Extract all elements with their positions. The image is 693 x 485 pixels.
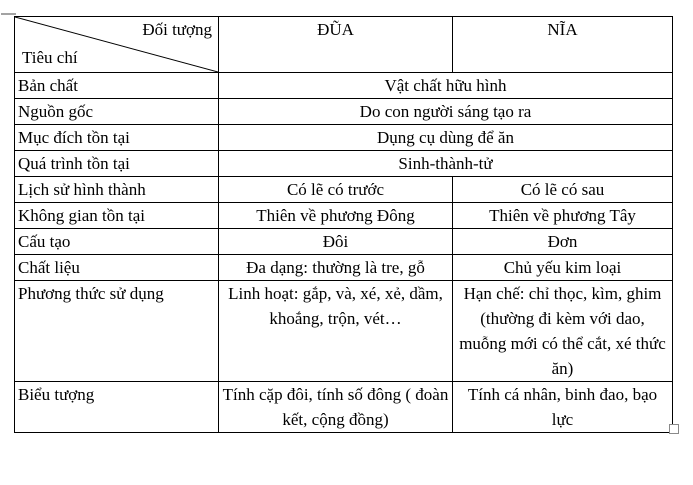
merged-value-cell: Do con người sáng tạo ra bbox=[219, 99, 673, 125]
merged-value-cell: Dụng cụ dùng để ăn bbox=[219, 125, 673, 151]
table-resize-handle[interactable] bbox=[669, 424, 679, 434]
table-row-khong-gian-ton-tai bbox=[15, 203, 673, 229]
comparison-table bbox=[14, 16, 673, 433]
table-row-phuong-thuc-su-dung bbox=[15, 281, 673, 382]
table-row-lich-su-hinh-thanh bbox=[15, 177, 673, 203]
row-label: Chất liệu bbox=[15, 255, 219, 281]
column-header-nia: NĨA bbox=[453, 17, 673, 73]
table-row-cau-tao bbox=[15, 229, 673, 255]
dua-value-cell: Có lẽ có trước bbox=[219, 177, 453, 203]
nia-value-cell: Đơn bbox=[453, 229, 673, 255]
nia-value-cell: Thiên về phương Tây bbox=[453, 203, 673, 229]
row-label: Biểu tượng bbox=[15, 382, 219, 433]
row-label: Cấu tạo bbox=[15, 229, 219, 255]
table-row-chat-lieu bbox=[15, 255, 673, 281]
table-row-ban-chat bbox=[15, 73, 673, 99]
row-label: Không gian tồn tại bbox=[15, 203, 219, 229]
header-row bbox=[15, 17, 673, 73]
dua-value-cell: Đôi bbox=[219, 229, 453, 255]
table-anchor-mark bbox=[1, 13, 16, 15]
column-header-dua: ĐŨA bbox=[219, 17, 453, 73]
table-row-qua-trinh-ton-tai bbox=[15, 151, 673, 177]
dua-value-cell: Linh hoạt: gắp, và, xé, xẻ, dầm, khoắng, trộn, vét… bbox=[219, 281, 453, 382]
row-label: Bản chất bbox=[15, 73, 219, 99]
row-label: Mục đích tồn tại bbox=[15, 125, 219, 151]
nia-value-cell: Tính cá nhân, binh đao, bạo lực bbox=[453, 382, 673, 433]
row-label: Phương thức sử dụng bbox=[15, 281, 219, 382]
nia-value-cell: Có lẽ có sau bbox=[453, 177, 673, 203]
corner-header-cell bbox=[15, 17, 219, 73]
nia-value-cell: Chủ yếu kim loại bbox=[453, 255, 673, 281]
nia-value-cell: Hạn chế: chỉ thọc, kìm, ghim (thường đi kèm với dao, muỗng mới có thể cắt, xé thức ăn) bbox=[453, 281, 673, 382]
table-row-muc-dich-ton-tai bbox=[15, 125, 673, 151]
corner-label-tieu-chi: Tiêu chí bbox=[22, 48, 78, 67]
dua-value-cell: Tính cặp đôi, tính số đông ( đoàn kết, cộng đồng) bbox=[219, 382, 453, 433]
row-label: Nguồn gốc bbox=[15, 99, 219, 125]
row-label: Quá trình tồn tại bbox=[15, 151, 219, 177]
table-row-bieu-tuong bbox=[15, 382, 673, 433]
merged-value-cell: Sinh-thành-tử bbox=[219, 151, 673, 177]
merged-value-cell: Vật chất hữu hình bbox=[219, 73, 673, 99]
corner-label-doi-tuong: Đối tượng bbox=[142, 20, 212, 39]
dua-value-cell: Đa dạng: thường là tre, gỗ bbox=[219, 255, 453, 281]
row-label: Lịch sử hình thành bbox=[15, 177, 219, 203]
dua-value-cell: Thiên về phương Đông bbox=[219, 203, 453, 229]
table-row-nguon-goc bbox=[15, 99, 673, 125]
